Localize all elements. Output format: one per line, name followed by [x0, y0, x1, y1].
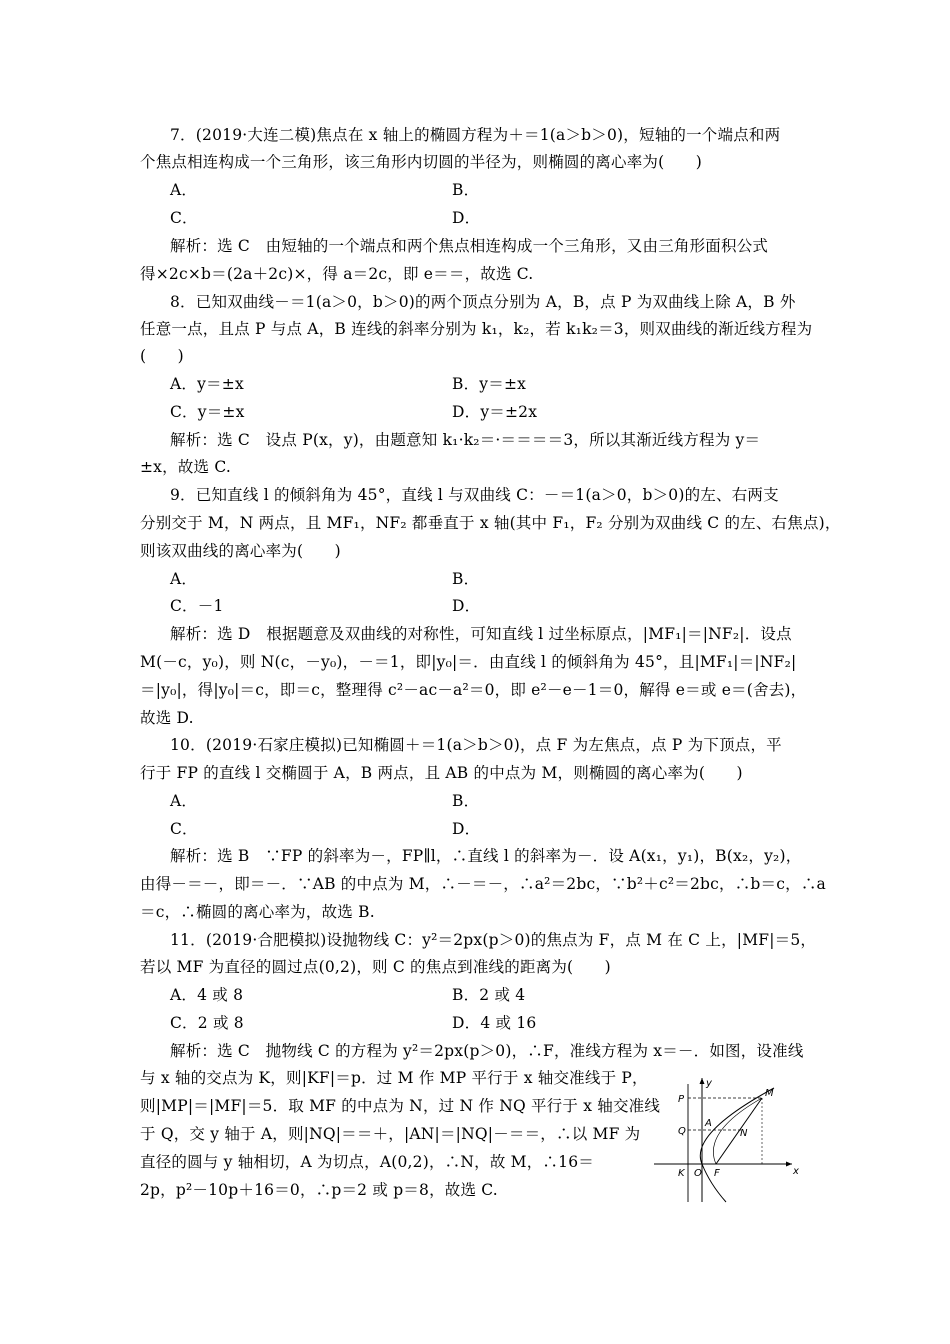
parabola-curve: [700, 1088, 774, 1202]
q9-option-d: D．: [452, 597, 481, 615]
q9-stem-line-1: 9．已知直线 l 的倾斜角为 45°，直线 l 与双曲线 C：－＝1(a＞0，b＞0)的左、右两支: [170, 486, 779, 504]
label-p: P: [678, 1094, 685, 1105]
q11-option-c: C．2 或 8: [170, 1014, 244, 1032]
q11-solution-line-1: 解析：选 C 抛物线 C 的方程为 y²＝2px(p＞0)，∴F，准线方程为 x＝－．如图，设准线: [170, 1042, 804, 1060]
q8-option-d: D．y＝±2x: [452, 403, 538, 421]
label-k: K: [678, 1168, 685, 1179]
label-o: O: [694, 1168, 702, 1179]
q10-solution-line-1: 解析：选 B ∵FP 的斜率为－，FP∥l，∴直线 l 的斜率为－．设 A(x₁，y₁)，B(x₂，y₂)，: [170, 847, 802, 865]
q8-option-c: C．y＝±x: [170, 403, 245, 421]
q9-solution-line-4: 故选 D.: [140, 709, 194, 727]
q11-option-d: D．4 或 16: [452, 1014, 537, 1032]
q8-option-b: B．y＝±x: [452, 375, 527, 393]
q10-option-b: B．: [452, 792, 480, 810]
q9-solution-line-3: ＝|y₀|，得|y₀|＝c，即＝c，整理得 c²－ac－a²＝0，即 e²－e－1＝0，解得 e＝或 e＝(舍去)，: [140, 681, 807, 699]
q9-solution-line-1: 解析：选 D 根据题意及双曲线的对称性，可知直线 l 过坐标原点，|MF₁|＝|NF₂|．设点: [170, 625, 792, 643]
q11-option-a: A．4 或 8: [170, 986, 244, 1004]
q8-solution-line-2: ±x，故选 C.: [140, 458, 231, 476]
q11-solution-line-4: 于 Q，交 y 轴于 A，则|NQ|＝＝＋，|AN|＝|NQ|－＝＝，∴以 MF 为: [140, 1125, 641, 1143]
q11-stem-line-2: 若以 MF 为直径的圆过点(0,2)，则 C 的焦点到准线的距离为( ): [140, 958, 611, 976]
q9-option-a: A．: [170, 570, 198, 588]
q7-stem-line-2: 个焦点相连构成一个三角形，该三角形内切圆的半径为，则椭圆的离心率为( ): [140, 153, 702, 171]
q9-stem-line-3: 则该双曲线的离心率为( ): [140, 542, 341, 560]
q11-solution-line-6: 2p，p²－10p＋16＝0，∴p＝2 或 p＝8，故选 C.: [140, 1181, 498, 1199]
label-f: F: [714, 1168, 720, 1179]
q7-option-c: C．: [170, 209, 198, 227]
q8-stem-line-3: ( ): [140, 347, 184, 365]
q10-option-d: D．: [452, 820, 481, 838]
q9-option-c: C．－1: [170, 597, 224, 615]
q7-solution-line-1: 解析：选 C 由短轴的一个端点和两个焦点相连构成一个三角形，又由三角形面积公式: [170, 237, 769, 255]
q11-solution-line-3: 则|MP|＝|MF|＝5．取 MF 的中点为 N，过 N 作 NQ 平行于 x 轴交准线: [140, 1097, 661, 1115]
q9-stem-line-2: 分别交于 M，N 两点，且 MF₁，NF₂ 都垂直于 x 轴(其中 F₁，F₂ 分别为双曲线 C 的左、右焦点)，: [140, 514, 841, 532]
segment-mf: [716, 1098, 762, 1164]
q8-option-a: A．y＝±x: [170, 375, 244, 393]
parabola-figure: [652, 1076, 802, 1206]
q11-solution-line-5: 直径的圆与 y 轴相切，A 为切点，A(0,2)，∴N，故 M，∴16＝: [140, 1153, 594, 1171]
q11-stem-line-1: 11．(2019·合肥模拟)设抛物线 C：y²＝2px(p＞0)的焦点为 F，点 M 在 C 上，|MF|＝5，: [170, 931, 817, 949]
q7-option-a: A．: [170, 181, 198, 199]
q8-stem-line-1: 8．已知双曲线－＝1(a＞0，b＞0)的两个顶点分别为 A，B，点 P 为双曲线上除 A，B 外: [170, 293, 796, 311]
q8-solution-line-1: 解析：选 C 设点 P(x，y)，由题意知 k₁·k₂＝·＝＝＝＝3，所以其渐近线方程为 y＝: [170, 431, 761, 449]
q7-solution-line-2: 得×2c×b＝(2a＋2c)×，得 a＝2c，即 e＝＝，故选 C.: [140, 265, 534, 283]
q10-stem-line-2: 行于 FP 的直线 l 交椭圆于 A，B 两点，且 AB 的中点为 M，则椭圆的离心率为( ): [140, 764, 743, 782]
label-n: N: [740, 1128, 748, 1139]
q9-solution-line-2: M(－c，y₀)，则 N(c，－y₀)，－＝1，即|y₀|＝．由直线 l 的倾斜角为 45°，且|MF₁|＝|NF₂|: [140, 653, 797, 671]
q10-solution-line-2: 由得－＝－，即＝－．∵AB 的中点为 M，∴－＝－，∴a²＝2bc，∵b²＋c²＝2bc，∴b＝c，∴a: [140, 875, 826, 893]
q7-option-d: D．: [452, 209, 481, 227]
q11-solution-line-2: 与 x 轴的交点为 K，则|KF|＝p．过 M 作 MP 平行于 x 轴交准线于 P，: [140, 1069, 648, 1087]
x-axis-arrow: [786, 1162, 792, 1167]
q10-solution-line-3: ＝c，∴椭圆的离心率为，故选 B.: [140, 903, 375, 921]
q11-option-b: B．2 或 4: [452, 986, 526, 1004]
q10-stem-line-1: 10．(2019·石家庄模拟)已知椭圆＋＝1(a＞b＞0)，点 F 为左焦点，点 P 为下顶点，平: [170, 736, 782, 754]
label-m: M: [765, 1088, 774, 1099]
q8-stem-line-2: 任意一点，且点 P 与点 A，B 连线的斜率分别为 k₁，k₂，若 k₁k₂＝3，则双曲线的渐近线方程为: [140, 320, 813, 338]
q9-option-b: B．: [452, 570, 480, 588]
y-axis-arrow: [700, 1078, 705, 1084]
q10-option-a: A．: [170, 792, 198, 810]
label-x: x: [793, 1166, 799, 1177]
q7-option-b: B．: [452, 181, 480, 199]
label-a: A: [705, 1118, 712, 1129]
q10-option-c: C．: [170, 820, 198, 838]
label-y: y: [706, 1078, 712, 1089]
q7-stem-line-1: 7．(2019·大连二模)焦点在 x 轴上的椭圆方程为＋＝1(a＞b＞0)，短轴的一个端点和两: [170, 126, 781, 144]
label-q: Q: [678, 1126, 686, 1137]
